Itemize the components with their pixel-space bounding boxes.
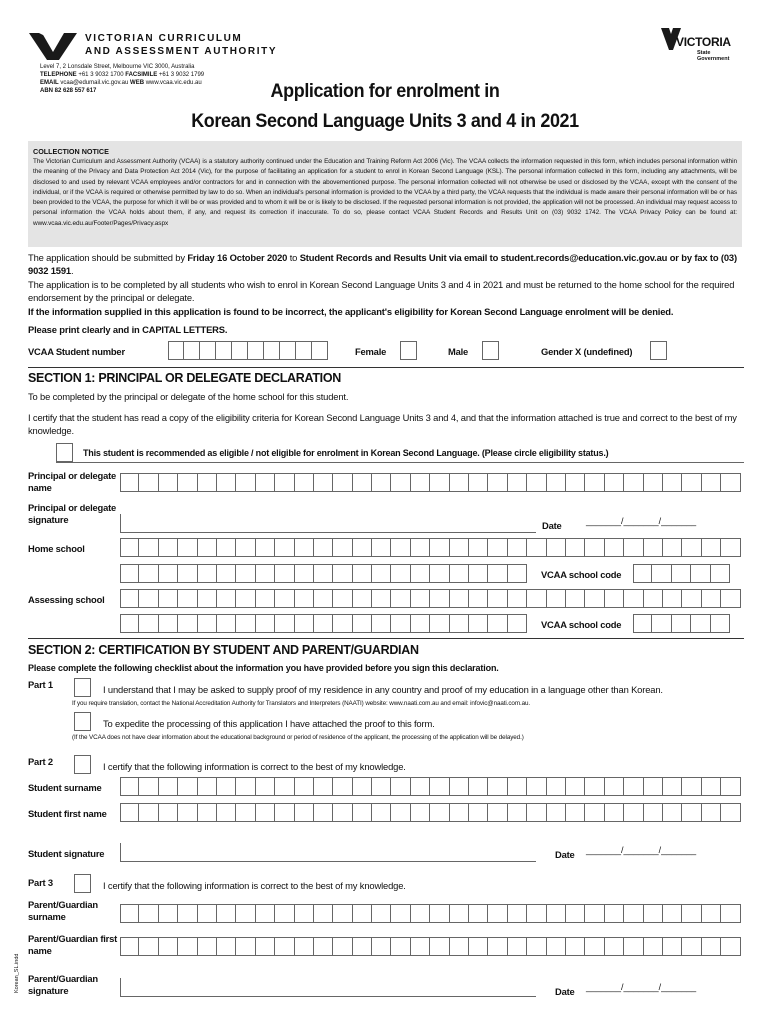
part1-residence-checkbox[interactable] (74, 678, 91, 697)
org-name-line2: AND ASSESSMENT AUTHORITY (85, 46, 278, 57)
part2-checkbox[interactable] (74, 755, 91, 774)
principal-signature-label: Principal or delegate signature (28, 502, 117, 525)
org-name-line1: VICTORIAN CURRICULUM (85, 33, 243, 44)
male-label: Male (448, 346, 469, 357)
fax-label: FACSIMILE (125, 72, 158, 78)
vcaa-logo-icon (29, 30, 81, 60)
guardian-date-field[interactable]: _______/_______/_______ (586, 982, 697, 992)
guardian-signature-field[interactable] (120, 978, 536, 997)
part3-checkbox[interactable] (74, 874, 91, 893)
title-line2: Korean Second Language Units 3 and 4 in 2021 (191, 110, 579, 132)
gender-x-checkbox[interactable] (650, 341, 667, 360)
assessing-school-input-row2[interactable] (120, 614, 527, 633)
eligibility-underline (56, 462, 744, 463)
female-checkbox[interactable] (400, 341, 417, 360)
email-line (40, 80, 202, 86)
tel-label: TELEPHONE (40, 72, 77, 78)
male-checkbox[interactable] (482, 341, 499, 360)
notice-heading: COLLECTION NOTICE (33, 147, 109, 156)
guardian-first-name-label: Parent/Guardian first name (28, 933, 118, 956)
student-date-label: Date (555, 849, 575, 860)
part3-text: I certify that the following information is correct to the best of my knowledge. (103, 880, 406, 891)
part2-text: I certify that the following information is correct to the best of my knowledge. (103, 761, 406, 772)
section1-title: SECTION 1: PRINCIPAL OR DELEGATE DECLARATION (28, 371, 341, 385)
home-school-code-label: VCAA school code (541, 569, 622, 580)
email-value: vcaa@edumail.vic.gov.au (60, 80, 129, 86)
gender-x-label: Gender X (undefined) (541, 346, 633, 357)
intro-p1a: The application should be submitted by (28, 252, 188, 263)
victoria-sub2: Government (697, 56, 730, 62)
abn-text: ABN 82 628 557 617 (40, 88, 97, 94)
intro-submission-details: Student Records and Results Unit via email to student.records@education.vic.gov.au or by fax to (03) 9032 1591 (28, 252, 737, 276)
female-label: Female (355, 346, 387, 357)
section1-instruction: To be completed by the principal or delegate of the home school for this student. (28, 391, 349, 402)
guardian-date-label: Date (555, 986, 575, 997)
assessing-school-code-label: VCAA school code (541, 619, 622, 630)
student-surname-label: Student surname (28, 782, 102, 793)
principal-date-label: Date (542, 520, 562, 531)
student-signature-label: Student signature (28, 848, 105, 859)
part1-translation-note: If you require translation, contact the National Accreditation Authority for Translators and Interpreters (NAATI) website: www.naati.com.au and email: infovic@naati.com.au. (72, 700, 531, 707)
part1-proof-checkbox[interactable] (74, 712, 91, 731)
part2-label: Part 2 (28, 756, 53, 767)
part1-proof-text: To expedite the processing of this application I have attached the proof to this form. (103, 718, 435, 729)
side-document-code: Korean_SL.indd (14, 953, 20, 993)
tel-value: +61 3 9032 1700 (78, 72, 124, 78)
section2-intro: Please complete the following checklist about the information you have provided before you sign this declaration. (28, 663, 499, 673)
intro-warning: If the information supplied in this application is found to be incorrect, the applicant's eligibility for Korean Second Language enrolment will be denied. (28, 306, 674, 317)
victoria-wordmark: VICTORIA (676, 35, 731, 49)
principal-name-input[interactable] (120, 473, 741, 492)
part3-label: Part 3 (28, 877, 53, 888)
intro-submission (28, 251, 744, 277)
victoria-sub1: State (697, 50, 711, 56)
home-school-code-input[interactable] (633, 564, 730, 583)
part1-residence-text: I understand that I may be asked to supply proof of my residence in any country and proof of my education in a language other than Korean. (103, 684, 663, 695)
intro-p1e: . (70, 265, 74, 276)
intro-completion: The application is to be completed by all students who wish to enrol in Korean Second Language Units 3 and 4 in 2021 and must be returned to the home school for the required endorsement by the principal or delegate. (28, 279, 735, 303)
eligibility-statement: This student is recommended as eligible / not eligible for enrolment in Korean Second Language. (Please circle eligibility status.) (83, 448, 609, 458)
web-value: www.vcaa.vic.edu.au (145, 80, 202, 86)
eligibility-checkbox[interactable] (56, 443, 73, 462)
guardian-surname-input[interactable] (120, 904, 741, 923)
student-signature-field[interactable] (120, 843, 536, 862)
student-surname-input[interactable] (120, 777, 741, 796)
guardian-surname-label: Parent/Guardian surname (28, 899, 98, 922)
part1-label: Part 1 (28, 679, 53, 690)
assessing-school-input-row1[interactable] (120, 589, 741, 608)
fax-value: +61 3 9032 1799 (158, 72, 205, 78)
guardian-signature-label: Parent/Guardian signature (28, 973, 98, 996)
section1-certification: I certify that the student has read a copy of the eligibility criteria for Korean Second Language Units 3 and 4, and that the information attached is true and correct to the best of my knowledge. (28, 412, 737, 436)
vcaa-student-number-label: VCAA Student number (28, 346, 125, 357)
collection-notice (28, 141, 742, 247)
principal-name-label: Principal or delegate name (28, 470, 117, 493)
section2-divider (28, 638, 744, 639)
phone-line (40, 72, 204, 78)
guardian-first-name-input[interactable] (120, 937, 741, 956)
part1-delay-note: (If the VCAA does not have clear information about the educational background or period of residence of the applicant, the processing of the application will be delayed.) (72, 734, 524, 741)
title-line1: Application for enrolment in (270, 80, 500, 102)
notice-body: The Victorian Curriculum and Assessment Authority (VCAA) is a statutory authority continued under the Education and Training Reform Act 2006 (Vic). The VCAA collects the information requested in this form, which includes personal information within the meaning of the Privacy and Data Protection Act 2014 (Vic), for the purpose of facilitating an application for a student to enrol in Korean Second Language (KSL). The personal information collected in this form, including any attachments, will be disclosed to and used by relevant VCAA employees and/or contractors for and in connection with the abovementioned purpose. The personal information collected will not otherwise be used or disclosed by the VCAA, except with the consent of the individual, or if the VCAA is required or otherwise permitted by law to do so. When an individual's personal information is provided to the VCAA by a third party, the VCAA requests that the individual is made aware their personal information will be or has been provided to the VCAA, the purpose for which it will be or was provided and to whom it will be or is likely to be disclosed. If the requested personal information is not provided, the application will not be processed. An individual may request access to personal information the VCAA holds about them, if any, and request its correction if inaccurate. To do so, please contact VCAA Student Records and Results Unit on (03) 9032 1742. The VCAA Privacy Policy can be found at: www.vcaa.vic.edu.au/Footer/Pages/Privacy.aspx (33, 158, 737, 227)
email-label: EMAIL (40, 80, 59, 86)
web-label: WEB (130, 80, 145, 86)
section2-title: SECTION 2: CERTIFICATION BY STUDENT AND PARENT/GUARDIAN (28, 643, 419, 657)
home-school-input-row1[interactable] (120, 538, 741, 557)
principal-signature-field[interactable] (120, 514, 536, 533)
intro-capitals: Please print clearly and in CAPITAL LETTERS. (28, 324, 228, 335)
vcaa-student-number-input[interactable] (168, 341, 328, 360)
section1-divider (28, 367, 744, 368)
intro-p1c: to (287, 252, 300, 263)
assessing-school-label: Assessing school (28, 594, 105, 605)
assessing-school-code-input[interactable] (633, 614, 730, 633)
intro-deadline: Friday 16 October 2020 (187, 252, 288, 263)
home-school-label: Home school (28, 543, 85, 554)
home-school-input-row2[interactable] (120, 564, 527, 583)
principal-date-field[interactable]: _______/_______/_______ (586, 516, 697, 526)
student-first-name-input[interactable] (120, 803, 741, 822)
student-date-field[interactable]: _______/_______/_______ (586, 845, 697, 855)
student-first-name-label: Student first name (28, 808, 107, 819)
address-text: Level 7, 2 Lonsdale Street, Melbourne VIC 3000, Australia (40, 64, 195, 70)
